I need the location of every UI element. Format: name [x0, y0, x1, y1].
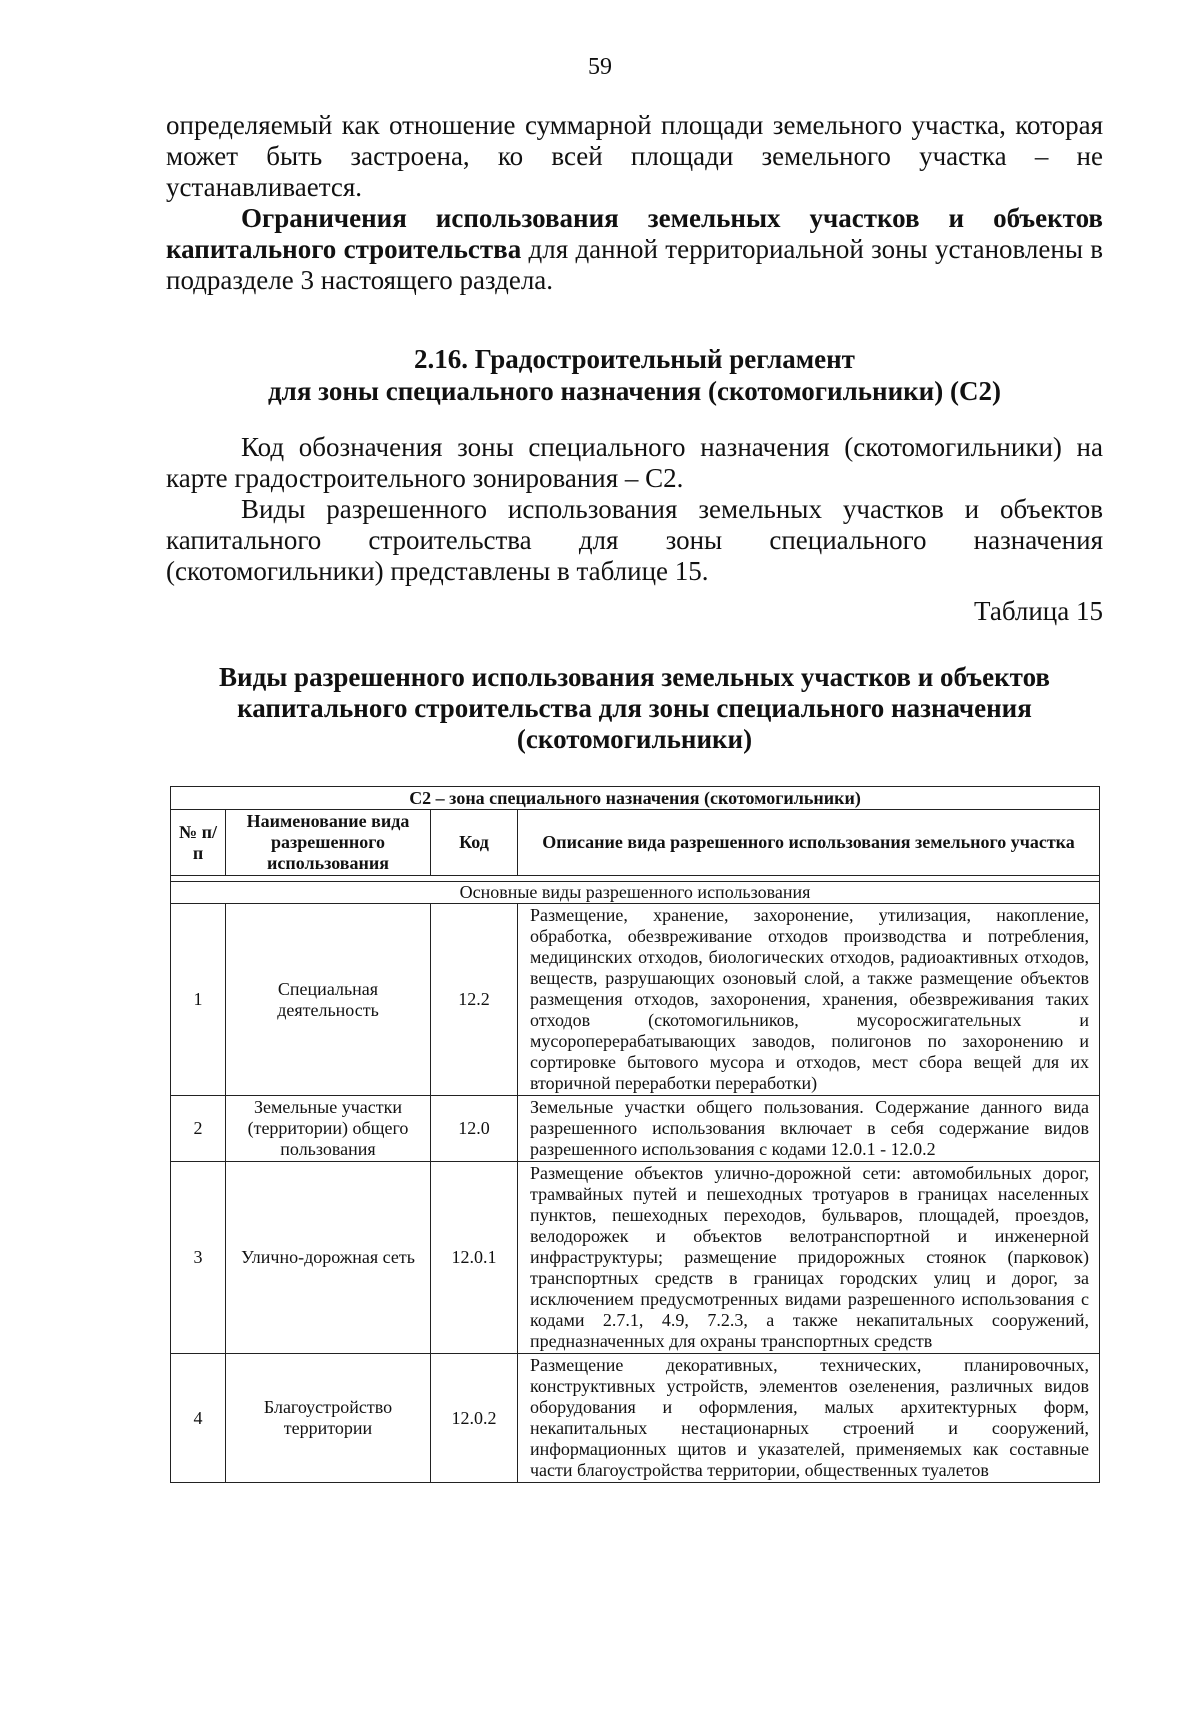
- table-title-line1: Виды разрешенного использования земельных участков и объектов: [219, 662, 1050, 692]
- uses-intro-paragraph: Виды разрешенного использования земельных участков и объектов капитального строительства для зоны специального назначения (скотомогильники) представлены в таблице 15.: [166, 494, 1103, 586]
- zone-paragraphs: [166, 432, 1103, 587]
- table-row: [171, 1354, 1100, 1483]
- row-num: 2: [171, 1096, 226, 1162]
- row-num: 4: [171, 1354, 226, 1483]
- group-row: [171, 882, 1100, 904]
- row-name: Земельные участки (территории) общего пользования: [226, 1096, 431, 1162]
- table-row: [171, 904, 1100, 1096]
- row-desc: Земельные участки общего пользования. Содержание данного вида разрешенного использования включает в себя содержание видов разрешенного использования с кодами 12.0.1 - 12.0.2: [518, 1096, 1100, 1162]
- col-header-code: Код: [431, 810, 518, 876]
- table-title-line3: (скотомогильники): [516, 724, 753, 754]
- row-code: 12.0.2: [431, 1354, 518, 1483]
- col-header-num: № п/п: [171, 810, 226, 876]
- table-title-line2: капитального строительства для зоны специального назначения: [237, 693, 1032, 723]
- section-heading: [166, 343, 1103, 407]
- section-heading-line1: 2.16. Градостроительный регламент: [414, 344, 855, 374]
- group-label: Основные виды разрешенного использования: [171, 882, 1100, 904]
- col-header-name: Наименование вида разрешенного использования: [226, 810, 431, 876]
- row-code: 12.0.1: [431, 1162, 518, 1354]
- zone-code-paragraph: Код обозначения зоны специального назначения (скотомогильники) на карте градостроительного зонирования – С2.: [166, 432, 1103, 493]
- row-name: Благоустройство территории: [226, 1354, 431, 1483]
- permitted-uses-table: [170, 786, 1100, 1483]
- column-header-row: [171, 810, 1100, 876]
- intro-block: [166, 110, 1103, 296]
- page-number: 59: [588, 54, 612, 80]
- row-desc: Размещение объектов улично-дорожной сети: автомобильных дорог, трамвайных путей и пешеходных тротуаров в границах населенных пунктов, пешеходных переходов, бульваров, площадей, проездов, велодорожек и объектов велотранспортной и инженерной инфраструктуры; размещение придорожных стоянок (парковок) транспортных средств в границах городских улиц и дорог, за исключением предусмотренных видами разрешенного использования с кодами 2.7.1, 4.9, 7.2.3, а также некапитальных сооружений, предназначенных для охраны транспортных средств: [518, 1162, 1100, 1354]
- table-caption: Таблица 15: [974, 596, 1103, 626]
- col-header-desc: Описание вида разрешенного использования земельного участка: [518, 810, 1100, 876]
- row-num: 1: [171, 904, 226, 1096]
- table-title: [166, 662, 1103, 755]
- row-desc: Размещение декоративных, технических, планировочных, конструктивных устройств, элементов озеленения, различных видов оборудования и оформления, малых архитектурных форм, некапитальных нестационарных строений и сооружений, информационных щитов и указателей, применяемых как составные части благоустройства территории, общественных туалетов: [518, 1354, 1100, 1483]
- row-num: 3: [171, 1162, 226, 1354]
- row-code: 12.2: [431, 904, 518, 1096]
- table-row: [171, 1096, 1100, 1162]
- row-name: Специальная деятельность: [226, 904, 431, 1096]
- zone-header-row: [171, 787, 1100, 810]
- restrictions-paragraph: [166, 203, 1103, 296]
- row-desc: Размещение, хранение, захоронение, утилизация, накопление, обработка, обезвреживание отходов производства и потребления, медицинских отходов, биологических отходов, радиоактивных отходов, веществ, разрушающих озоновый слой, а также размещение объектов размещения отходов, захоронения, хранения, обезвреживания таких отходов (скотомогильников, мусоросжигательных и мусороперерабатывающих заводов, полигонов по захоронению и сортировке бытового мусора и отходов, мест сбора вещей для их вторичной переработки переработки): [518, 904, 1100, 1096]
- section-heading-line2: для зоны специального назначения (скотомогильники) (С2): [268, 376, 1001, 406]
- intro-continuation: определяемый как отношение суммарной площади земельного участка, которая может быть застроена, ко всей площади земельного участка – не устанавливается.: [166, 110, 1103, 202]
- restrictions-bold-lead: Ограничения использования земельных участков и объектов капитального строительства: [166, 203, 1103, 264]
- table-row: [171, 1162, 1100, 1354]
- zone-header-cell: С2 – зона специального назначения (скотомогильники): [171, 787, 1100, 810]
- restrictions-rest: для данной территориальной зоны установлены в подразделе 3 настоящего раздела.: [166, 234, 1103, 295]
- row-code: 12.0: [431, 1096, 518, 1162]
- row-name: Улично-дорожная сеть: [226, 1162, 431, 1354]
